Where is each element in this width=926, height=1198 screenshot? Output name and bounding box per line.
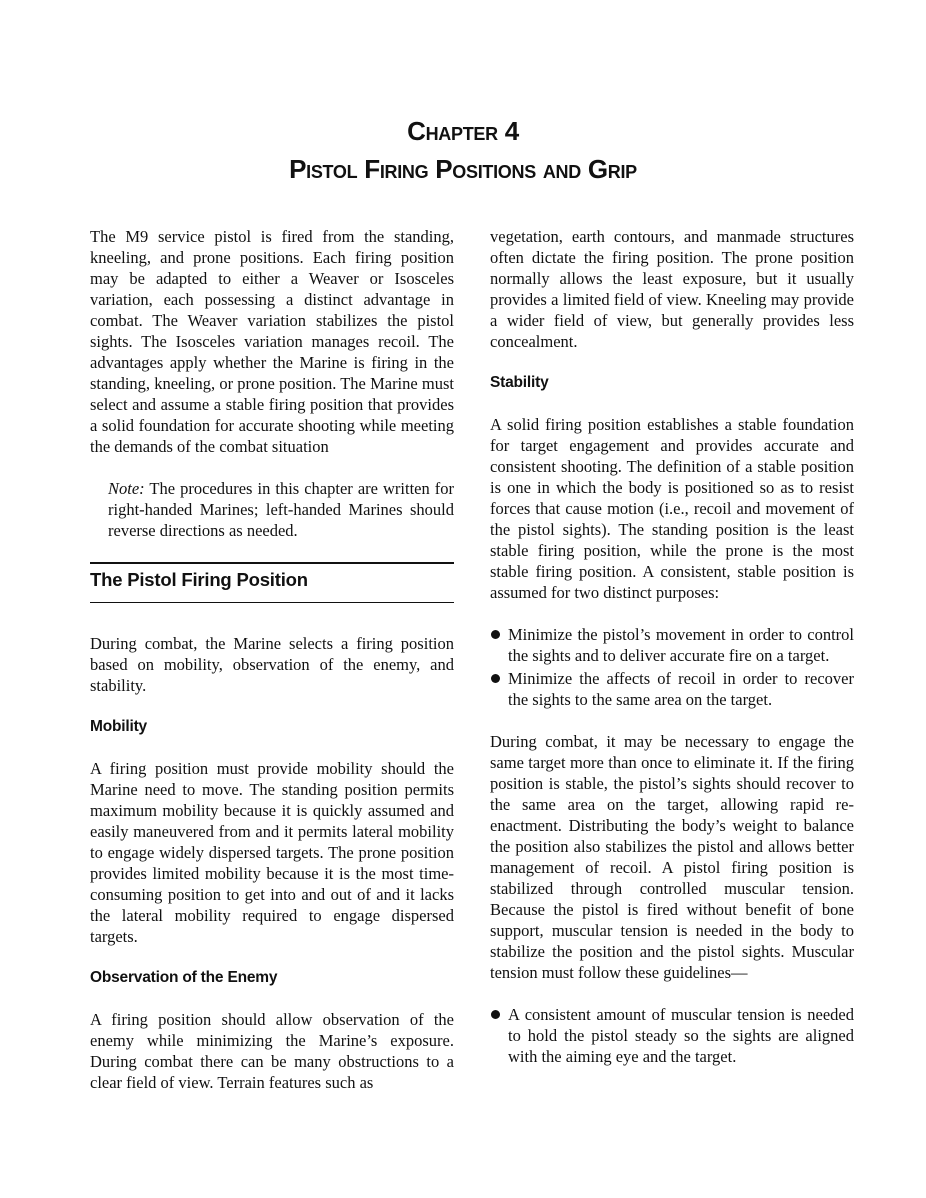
observation-paragraph: A firing position should allow observation of the enemy while minimizing the Marine’s exposure. During combat there can be many obstructions to a clear field of view. Terrain features such as: [90, 1010, 454, 1092]
mobility-paragraph: A firing position must provide mobility should the Marine need to move. The standing position permits maximum mobility because it is quickly assumed and easily maneuvered from and it permits lateral mobility to engage widely dispersed targets. The prone position provides limited mobility because it is the most time-consuming position to get into and out of and it lacks the lateral mobility required to engage dispersed targets.: [90, 759, 454, 946]
list-item-text: Minimize the affects of recoil in order to recover the sights to the same area on the target.: [508, 669, 854, 709]
continuation-paragraph: vegetation, earth contours, and manmade structures often dictate the firing position. The prone position normally allows the least exposure, but it usually provides a limited field of view. Kneeling may provide a wider field of view, but generally provides less concealment.: [490, 227, 854, 351]
note-label: Note:: [108, 479, 145, 498]
stability-heading: Stability: [490, 374, 549, 391]
purposes-list: [490, 624, 854, 710]
list-item: [490, 624, 854, 666]
right-column: [490, 226, 854, 1088]
bullet-icon: [491, 630, 500, 639]
list-item: [490, 1004, 854, 1067]
chapter-number: Chapter 4: [407, 116, 519, 146]
observation-heading: Observation of the Enemy: [90, 969, 278, 986]
list-item-text: A consistent amount of muscular tension is needed to hold the pistol steady so the sights are aligned with the aiming eye and the target.: [508, 1005, 854, 1066]
combat-paragraph: During combat, it may be necessary to engage the same target more than once to eliminate it. If the firing position is stable, the pistol’s sights should recover to the same area on the target, allowing rapid re-enactment. Distributing the body’s weight to balance the position also stabilizes the pistol and allows better management of recoil. A pistol firing position is stabilized through controlled muscular tension. Because the pistol is fired without benefit of bone support, muscular tension is needed in the body to stabilize the position and the pistol sights. Muscular tension must follow these guidelines—: [490, 732, 854, 982]
list-item: [490, 668, 854, 710]
intro-paragraph: The M9 service pistol is fired from the standing, kneeling, and prone positions. Each firing position may be adapted to either a Weaver or Isosceles variation, each possessing a distinct advantage in combat. The Weaver variation stabilizes the pistol sights. The Isosceles variation manages recoil. The advantages apply whether the Marine is firing in the standing, kneeling, or prone position. The Marine must select and assume a stable firing position that provides a solid foundation for accurate shooting while meeting the demands of the combat situation: [90, 227, 454, 456]
mobility-heading: Mobility: [90, 718, 147, 735]
left-column: [90, 226, 454, 1114]
list-item-text: Minimize the pistol’s movement in order to control the sights and to deliver accurate fire on a target.: [508, 625, 854, 665]
note-paragraph: [108, 478, 454, 541]
chapter-title: [0, 112, 926, 188]
section-heading: The Pistol Firing Position: [90, 568, 454, 603]
note-text: The procedures in this chapter are written for right-handed Marines; left-handed Marines should reverse directions as needed.: [108, 479, 454, 540]
section-intro-paragraph: During combat, the Marine selects a firing position based on mobility, observation of the enemy, and stability.: [90, 634, 454, 695]
stability-paragraph: A solid firing position establishes a stable foundation for target engagement and provides accurate and consistent shooting. The definition of a stable position is one in which the body is positioned so as to resist forces that cause motion (i.e., recoil and movement of the pistol sights). The standing position is the least stable firing position, while the prone is the most stable firing position. A consistent, stable position is assumed for two distinct purposes:: [490, 415, 854, 602]
guidelines-list: [490, 1004, 854, 1067]
bullet-icon: [491, 674, 500, 683]
section-divider: [90, 562, 454, 603]
bullet-icon: [491, 1010, 500, 1019]
chapter-name: Pistol Firing Positions and Grip: [289, 154, 637, 184]
